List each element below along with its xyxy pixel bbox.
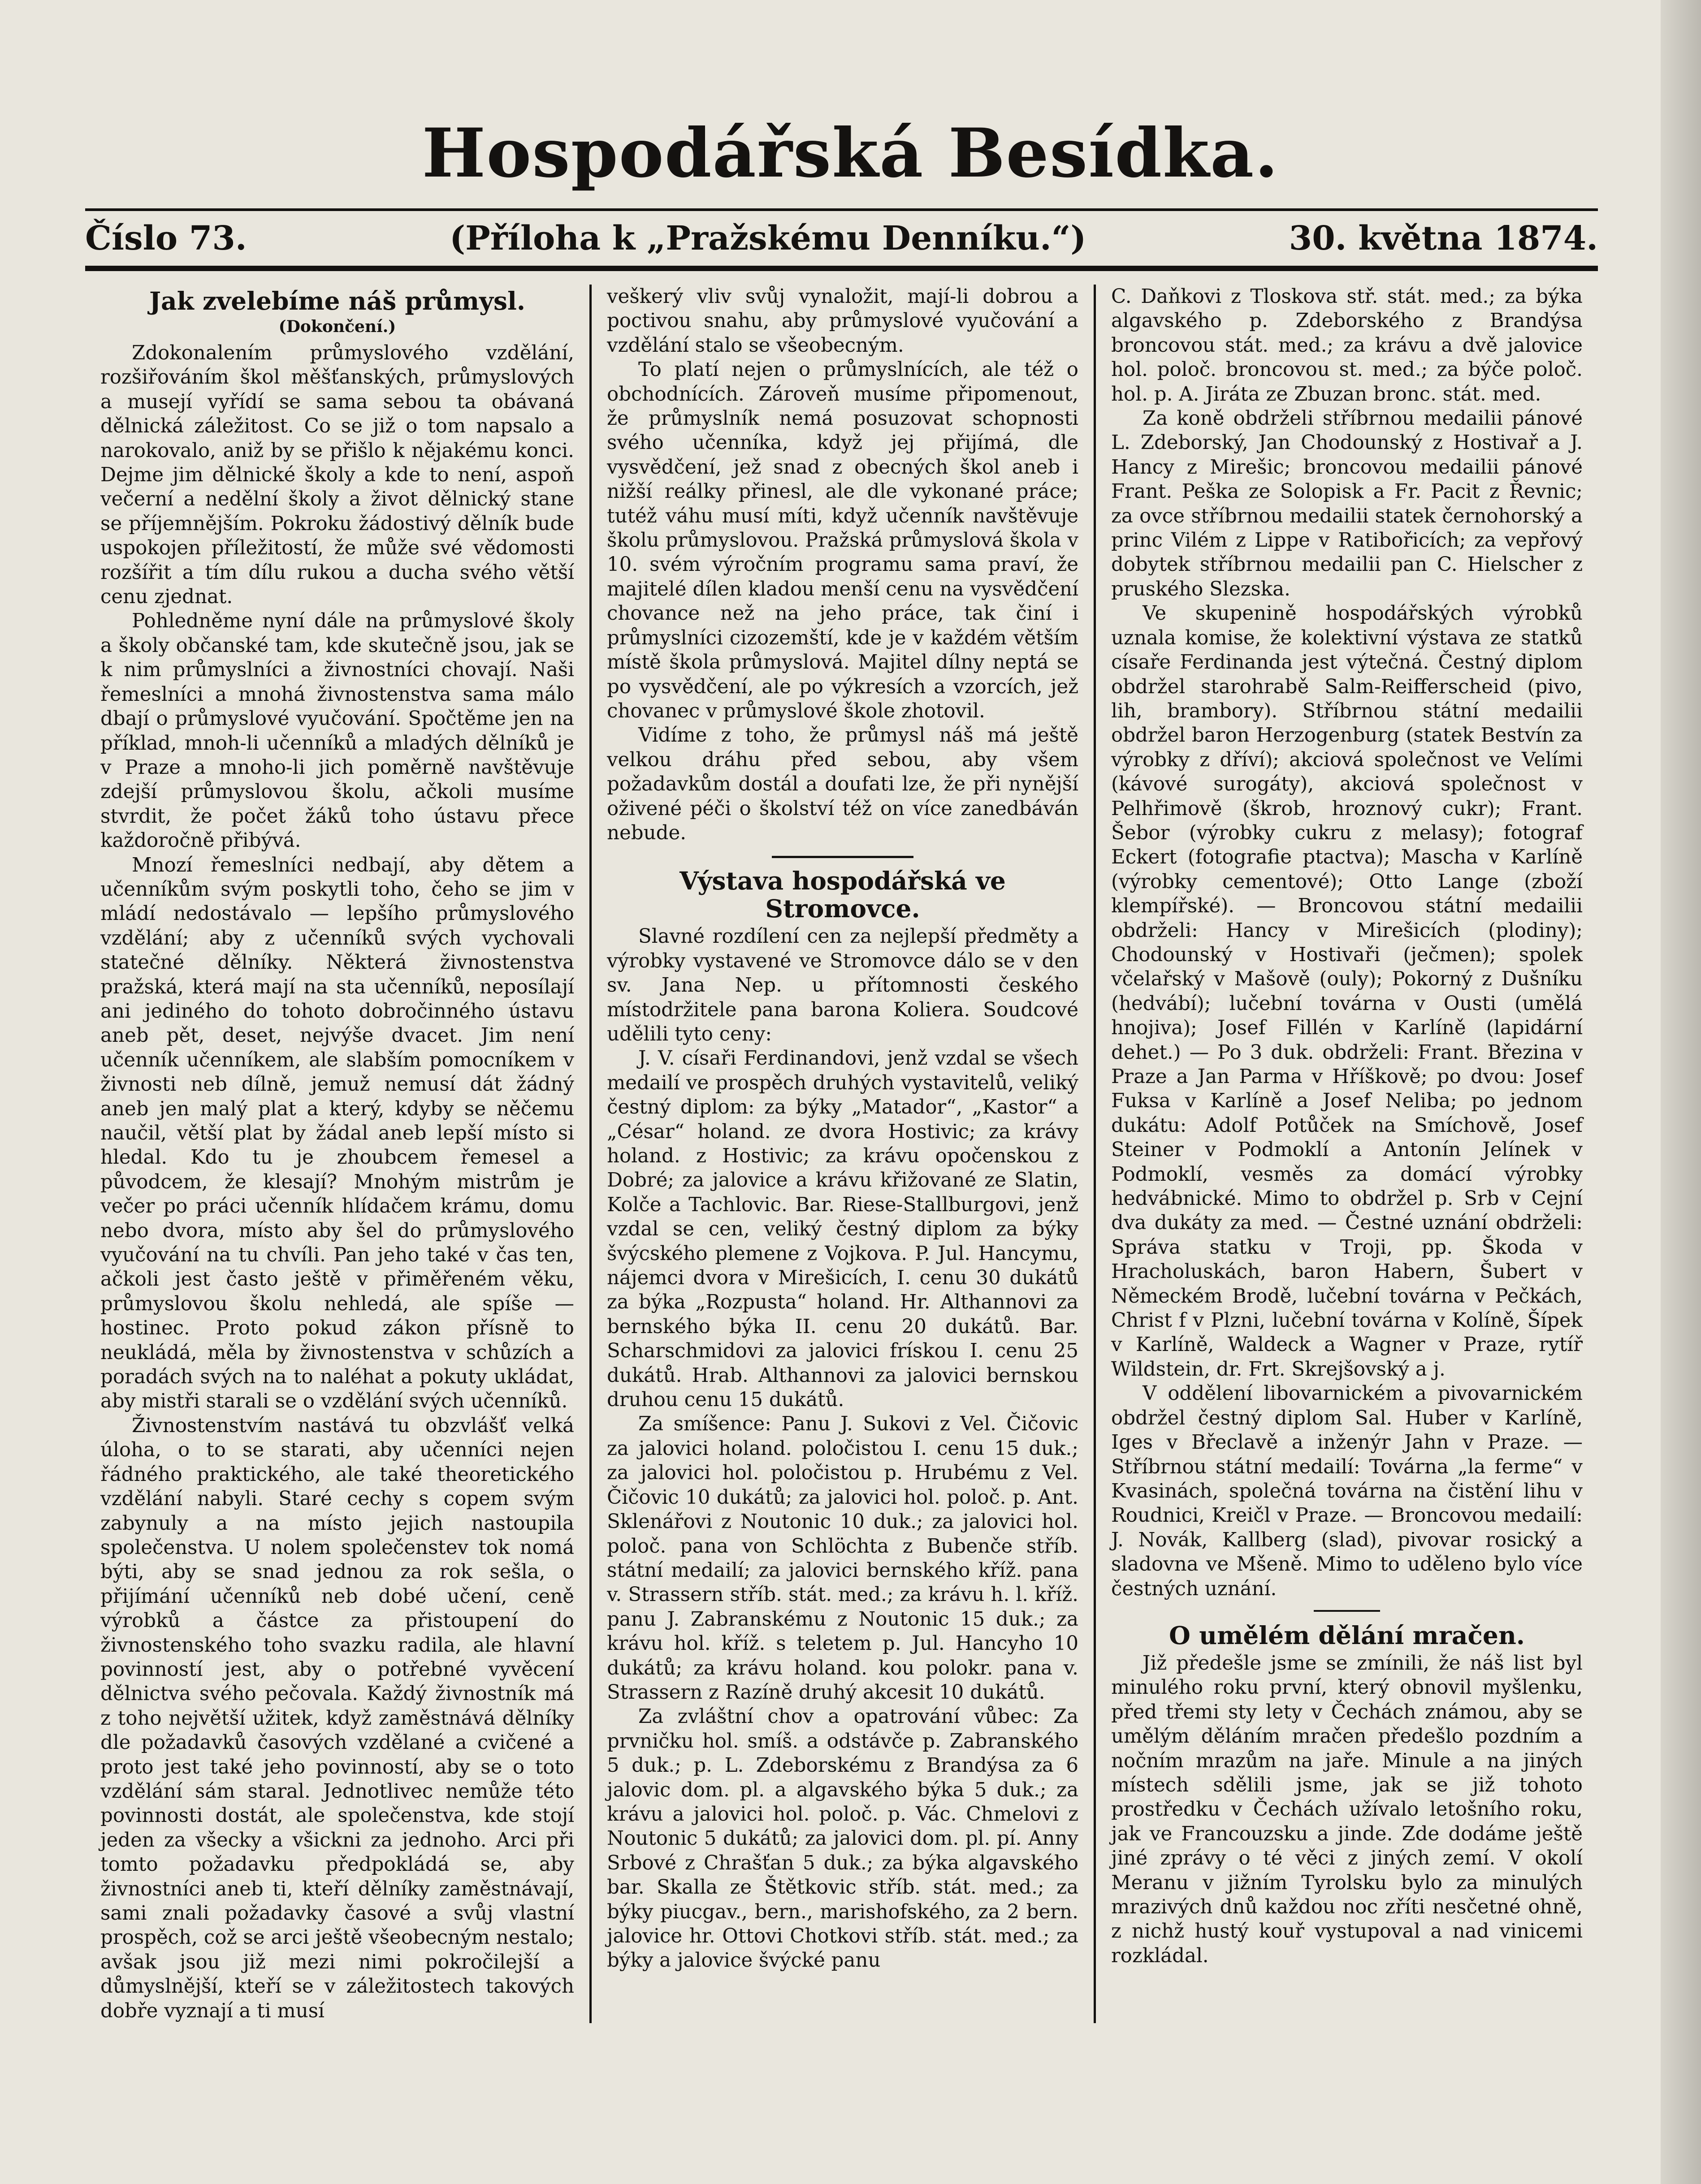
paragraph: Zdokonalením průmyslového vzdělání, rozšiřováním škol měšťanských, průmyslových a musejí vyřídí se sama sebou ta obávaná dělnická záležitost. Co se již o tom napsalo a narokovalo, aniž by se přišlo k nějakému konci. Dejme jim dělnické školy a kde to není, aspoň večerní a nedělní školy a život dělnický stane se příjemnějším. Pokroku žádostivý dělník bude uspokojen příležitostí, že může své vědomosti rozšířit a tím dílu rukou a ducha svého větší cenu zjednat. (100, 342, 574, 609)
article-subtitle: (Dokončení.) (278, 317, 396, 336)
issue-supplement: (Příloha k „Pražskému Denníku.“) (450, 219, 1086, 258)
paragraph: Slavné rozdílení cen za nejlepší předměty a výrobky vystavené ve Stromovce dálo se v den sv. Jana Nep. u přítomnosti českého místodržitele pana barona Koliera. Soudcové udělili tyto ceny: (607, 925, 1078, 1045)
column-2 (589, 285, 1094, 2023)
issue-bar (85, 219, 1598, 258)
paragraph: V oddělení libovarnickém a pivovarnickém obdržel čestný diplom Sal. Huber v Karlíně, Iges v Břeclavě a inženýr Jahn v Praze. — Stříbrnou státní medailí: Továrna „la ferme“ v Kvasinách, společná továrna na čistění lihu v Roudnici, Kreičl v Praze. — Broncovou medailí: J. Novák, Kallberg (slad), pivovar rosický a sladovna ve Mšeně. Mimo to uděleno bylo více čestných uznání. (1111, 1382, 1583, 1600)
bottom-rule (85, 266, 1598, 271)
paragraph: Za zvláštní chov a opatrování vůbec: Za prvničku hol. smíš. a odstávče p. Zabranského 5 duk.; p. L. Zdeborskému z Brandýsa za 6 jalovic dom. pl. a algavského býka 5 duk.; za krávu a jalovici hol. poloč. p. Vác. Chmelovi z Noutonic 5 dukátů; za jalovici dom. pl. pí. Anny Srbové z Chrašťan 5 duk.; za býka algavského bar. Skalla ze Štětkovic stříb. stát. med.; za býky piucgav., bern., marishofského, za 2 bern. jalovice hr. Ottovi Chotkovi stříb. stát. med.; za býky a jalovice švýcké panu (607, 1705, 1078, 1972)
section-divider (772, 856, 913, 858)
column-1 (85, 285, 589, 2023)
paragraph: Již předešle jsme se zmínili, že náš list byl minulého roku první, který obnovil myšlenku, před třemi sty lety v Čechách známou, aby se umělým děláním mračen předešlo pozdním a nočním mrazům na jaře. Minule a na jiných místech sdělili jsme, jak se již tohoto prostředku v Čechách užívalo letošního roku, jak ve Francouzsku a jinde. Zde dodáme ještě jiné zprávy o té věci z jiných zemí. V okolí Meranu v jižním Tyrolsku bylo za minulých mrazivých dnů každou noc zříti nesčetné ohně, z nichž hustý kouř vystupoval a nad vinicemi rozkládal. (1111, 1652, 1583, 1967)
top-rule (85, 208, 1598, 211)
scan-edge (1661, 0, 1701, 2184)
paragraph: veškerý vliv svůj vynaložit, mají-li dobrou a poctivou snahu, aby průmyslové vyučování a vzdělání stalo se všeobecným. (607, 285, 1078, 357)
paragraph: Mnozí řemeslníci nedbají, aby dětem a učenníkům svým poskytli toho, čeho se jim v mládí nedostávalo — lepšího průmyslového vzdělání; aby z učenníků svých vychovali statečné dělníky. Některá živnostenstva pražská, která mají na sta učenníků, neposílají ani jediného do tohoto dobročinného ústavu aneb pět, deset, nejvýše dvacet. Jim není učenník učenníkem, ale slabším pomocníkem v živnosti neb dílně, jemuž nemusí dát žádný aneb jen malý plat a který, kdyby se něčemu naučil, větší plat by žádal aneb lepší místo si hledal. Kdo tu je zhoubcem řemesel a původcem, že klesají? Mnohým mistrům je večer po práci učenník hlídačem krámu, domu nebo dvora, místo aby šel do průmyslového vyučování na tu chvíli. Pan jeho také v čas ten, ačkoli jest často ještě v přiměřeném věku, průmyslovou školu nehledá, ale spíše — hostinec. Proto pokud zákon přísně to neukládá, měla by živnostenstva v schůzích a poradách svých na to naléhat a pokuty ukládat, aby mistři starali se o vzdělání svých učenníků. (100, 854, 574, 1413)
section-divider (1314, 1610, 1380, 1612)
article-title: Výstava hospodářská ve Stromovce. (680, 866, 1006, 924)
paragraph: Živnostenstvím nastává tu obzvlášť velká úloha, o to se starati, aby učenníci nejen řádného praktického, ale také theoretického vzdělání nabyli. Staré cechy s copem svým zabynuly a na místo jejich nastoupila společenstva. U nolem společenstev tok nomá býti, aby se snad jednou za rok sešla, o přijímání učenníků neb dobé učení, ceně výrobků a částce za přistoupení do živnostenského toho svazku radila, ale hlavní povinností jest, aby o potřebné vyvěcení dělnictva svého pečovala. Každý živnostník má z toho největší užitek, když zaměstnává dělníky dle požadavků časových vzdělané a cvičené a proto jest také jeho povinností, aby se o toto vzdělání sám staral. Jednotlivec nemůže této povinnosti dostát, ale společenstva, kde stojí jeden za všecky a všickni za jednoho. Arci při tomto požadavku předpokládá se, aby živnostníci aneb ti, kteří dělníky zaměstnávají, sami znali požadavky časové a svůj vlastní prospěch, což se arci ještě všeobecným nestalo; avšak jsou již mezi nimi pokročilejší a důmyslnější, kteří se v záležitostech takových dobře vyznají a ti musí (100, 1414, 574, 2022)
paragraph: J. V. císaři Ferdinandovi, jenž vzdal se všech medailí ve prospěch druhých vystavitelů, veliký čestný diplom: za býky „Matador“, „Kastor“ a „César“ holand. ze dvora Hostivic; za krávy holand. z Hostivic; za krávu opočenskou z Dobré; za jalovice a krávu křižované ze Slatin, Kolče a Tachlovic. Bar. Riese-Stallburgovi, jenž vzdal se cen, veliký čestný diplom za býky švýcského plemene z Vojkova. P. Jul. Hancymu, nájemci dvora v Mirešicích, I. cenu 30 dukátů za býka „Rozpusta“ holand. Hr. Althannovi za bernského býka II. cenu 20 dukátů. Bar. Scharschmidovi za jalovici frískou I. cenu 25 dukátů. Hrab. Althannovi za jalovici bernskou druhou cenu 15 dukátů. (607, 1047, 1078, 1411)
column-3 (1094, 285, 1598, 2023)
article-columns (85, 285, 1598, 2023)
masthead-title: Hospodářská Besídka. (422, 114, 1279, 193)
paragraph: To platí nejen o průmyslnících, ale též o obchodnících. Zároveň musíme připomenout, že průmyslník nemá posuzovat schopnosti svého učenníka, když jej přijímá, dle vysvědčení, jež snad z obecných škol aneb i nižší reálky přinesl, ale dle vykonané práce; tutéž váhu musí míti, když učenník navštěvuje školu průmyslovou. Pražská průmyslová škola v 10. svém výročním programu sama praví, že majitelé dílen kladou menší cenu na vysvědčení chovance než na jeho práce, tak činí i průmyslníci cizozemští, kde je v každém větším místě škola průmyslová. Majitel dílny neptá se po vysvědčení, ale po výkresích a vzorcích, jež chovanec v průmyslové škole zhotovil. (607, 358, 1078, 722)
paragraph: Za smíšence: Panu J. Sukovi z Vel. Čičovic za jalovici holand. poločistou I. cenu 15 duk.; za jalovici hol. poločistou p. Hrubému z Vel. Čičovic 10 dukátů; za jalovici hol. poloč. p. Ant. Sklenářovi z Noutonic 10 duk.; za jalovici hol. poloč. pana von Schlöchta z Bubenče stříb. státní medailí; za jalovici bernského kříž. pana v. Strassern stříb. stát. med.; za krávu h. l. kříž. panu J. Zabranskému z Noutonic 15 duk.; za krávu hol. kříž. s teletem p. Jul. Hancyho 10 dukátů; za krávu holand. kou polokr. pana v. Strassern z Razíně druhý akcesit 10 dukátů. (607, 1413, 1078, 1704)
article-title: Jak zvelebíme náš průmysl. (149, 286, 525, 315)
article-title: O umělém dělání mračen. (1169, 1620, 1525, 1650)
paragraph: Vidíme z toho, že průmysl náš má ještě velkou dráhu před sebou, aby všem požadavkům dostál a doufati lze, že při nynější oživené péči o školství též on více zanedbáván nebude. (607, 724, 1078, 844)
paragraph: Ve skupenině hospodářských výrobků uznala komise, že kolektivní výstava ze statků císaře Ferdinanda jest výtečná. Čestný diplom obdržel starohrabě Salm-Reifferscheid (pivo, lih, brambory). Stříbrnou státní medailii obdržel baron Herzogenburg (statek Bestvín za výrobky z dříví); akciová společnost ve Velími (kávové surogáty), akciová společnost v Pelhřimově (škrob, hroznový cukr); Frant. Šebor (výrobky cukru z melasy); fotograf Eckert (fotografie ptactva); Mascha v Karlíně (výrobky cementové); Otto Lange (zboží klempířské). — Broncovou státní medailii obdrželi: Hancy v Mirešicích (plodiny); Chodounský v Hostivaři (ječmen); spolek včelařský v Mašově (ouly); Pokorný z Dušníku (hedvábí); lučební továrna v Ousti (umělá hnojiva); Josef Fillén v Karlíně (lapidární dehet.) — Po 3 duk. obdrželi: Frant. Březina v Praze a Jan Parma v Hříškově; po dvou: Josef Fuksa v Karlíně a Josef Neliba; po jednom dukátu: Adolf Potůček na Smíchově, Josef Steiner v Podmoklí a Antonín Jelínek v Podmoklí, vesměs za domácí výrobky hedvábnické. Mimo to obdržel p. Srb v Cejní dva dukáty za med. — Čestné uznání obdrželi: Správa statku v Troji, pp. Škoda v Hracholuskách, baron Habern, Šubert v Německém Brodě, lučební továrna v Pečkách, Christ f v Plzni, lučební továrna v Kolíně, Šípek v Karlíně, Waldeck a Wagner v Praze, rytíř Wildstein, dr. Frt. Skrejšovský a j. (1111, 602, 1583, 1381)
paragraph: Za koně obdrželi stříbrnou medailii pánové L. Zdeborský, Jan Chodounský z Hostivař a J. Hancy z Mirešic; broncovou medailii pánové Frant. Peška ze Solopisk a Fr. Pacit z Řevnic; za ovce stříbrnou medailii statek černohorský a princ Vilém z Lippe v Ratibořicích; za vepřový dobytek stříbrnou medailii pan C. Hielscher z pruského Slezska. (1111, 407, 1583, 600)
issue-date: 30. května 1874. (1289, 219, 1598, 258)
paragraph: Pohledněme nyní dále na průmyslové školy a školy občanské tam, kde skutečně jsou, jak se k nim průmyslníci a živnostníci chovají. Naši řemeslníci a mnohá živnostenstva sama málo dbají o průmyslové vyučování. Spočtěme jen na příklad, mnoh-li učenníků a mladých dělníků je v Praze a mnoho-li jich poměrně navštěvuje zdejší průmyslovou školu, ačkoli musíme stvrdit, že počet žáků toho ústavu přece každoročně přibývá. (100, 610, 574, 852)
issue-number: Číslo 73. (85, 219, 247, 258)
paragraph: C. Daňkovi z Tloskova stř. stát. med.; za býka algavského p. Zdeborského z Brandýsa broncovou stát. med.; za krávu a dvě jalovice hol. poloč. broncovou st. med.; za býče poloč. hol. p. A. Jiráta ze Zbuzan bronc. stát. med. (1111, 285, 1583, 406)
